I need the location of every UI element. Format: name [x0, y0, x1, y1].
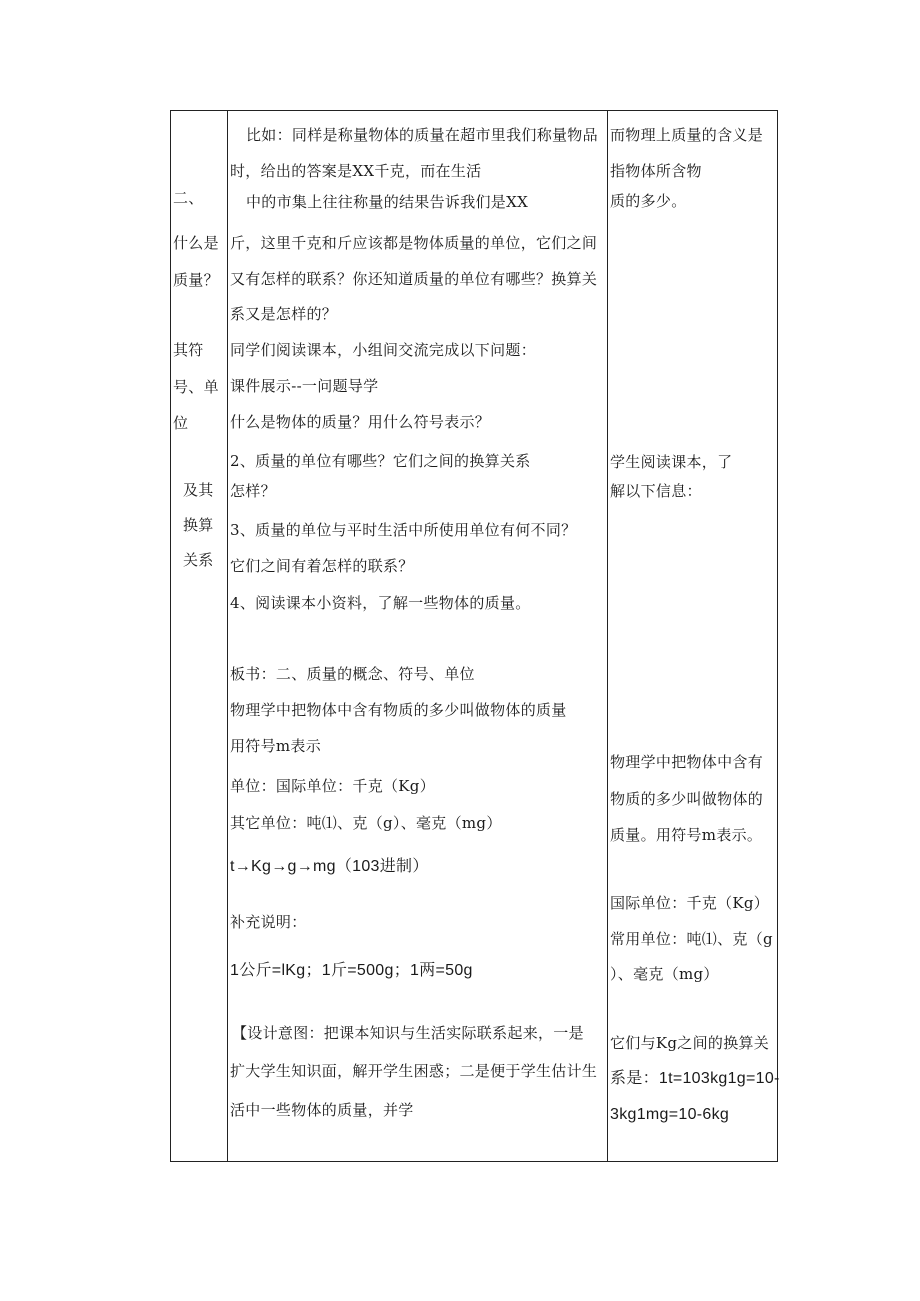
question-line: 2、质量的单位有哪些？它们之间的换算关系	[230, 452, 531, 470]
section-title: 其符	[173, 341, 204, 359]
section-title: 质量？	[173, 271, 219, 289]
paragraph-line: 比如：同样是称量物体的质量在超市里我们称量物品	[246, 126, 598, 144]
section-title: 及其	[183, 481, 214, 499]
section-title: 位	[173, 414, 189, 432]
question-line: 3、质量的单位与平时生活中所使用单位有何不同？	[230, 521, 577, 539]
student-note: 指物体所含物	[610, 162, 702, 180]
section-number: 二、	[173, 189, 204, 207]
paragraph-line: 系又是怎样的？	[230, 305, 338, 323]
design-intent-line: 【设计意图：把课本知识与生活实际联系起来，一是	[232, 1024, 584, 1042]
design-intent-line: 活中一些物体的质量，并学	[230, 1101, 414, 1119]
blackboard-line: 板书：二、质量的概念、符号、单位	[230, 665, 475, 683]
student-note: 学生阅读课本，了	[610, 453, 733, 471]
blackboard-line: 单位：国际单位：千克（Kg）	[230, 777, 436, 795]
blackboard-line: 用符号m表示	[230, 737, 322, 755]
student-note: ）、毫克（mg）	[610, 965, 719, 983]
student-note: 常用单位：吨⑴、克（g	[610, 930, 773, 948]
blackboard-line: 其它单位：吨⑴、克（g）、毫克（mg）	[230, 814, 502, 832]
paragraph-line: 课件展示--一问题导学	[230, 377, 379, 395]
question-line: 4、阅读课本小资料，了解一些物体的质量。	[230, 594, 531, 612]
unit-conversion: 1公斤=lKg；1斤=500g；1两=50g	[230, 962, 473, 979]
column-divider	[607, 110, 608, 1162]
blackboard-line: 补充说明：	[230, 913, 307, 931]
conversion-formula: 3kg1mg=10-6kg	[610, 1106, 730, 1123]
student-note: 而物理上质量的含义是	[610, 126, 764, 144]
paragraph-line: 斤，这里千克和斤应该都是物体质量的单位，它们之间	[230, 234, 598, 252]
section-title: 什么是	[173, 234, 219, 252]
section-title: 关系	[183, 551, 214, 569]
lesson-table	[170, 110, 778, 1162]
student-note: 物理学中把物体中含有	[610, 753, 764, 771]
student-note: 国际单位：千克（Kg）	[610, 894, 770, 912]
question-line: 什么是物体的质量？用什么符号表示？	[230, 413, 491, 431]
paragraph-line: 又有怎样的联系？你还知道质量的单位有哪些？换算关	[230, 270, 598, 288]
conversion-formula: 系是：1t=103kg1g=10-	[610, 1070, 780, 1087]
student-note: 质的多少。	[610, 192, 687, 210]
paragraph-line: 同学们阅读课本，小组间交流完成以下问题：	[230, 341, 537, 359]
column-divider	[227, 110, 228, 1162]
student-note: 它们与Kg之间的换算关	[610, 1034, 770, 1052]
student-note: 质量。用符号m表示。	[610, 826, 763, 844]
paragraph-line: 时，给出的答案是XX千克，而在生活	[230, 162, 482, 180]
student-note: 物质的多少叫做物体的	[610, 790, 764, 808]
design-intent-line: 扩大学生知识面，解开学生困惑；二是便于学生估计生	[230, 1062, 598, 1080]
unit-chain: t→Kg→g→mg（103进制）	[230, 858, 429, 875]
blackboard-line: 物理学中把物体中含有物质的多少叫做物体的质量	[230, 701, 567, 719]
question-line: 怎样？	[230, 482, 276, 500]
section-title: 号、单	[173, 378, 219, 396]
question-line: 它们之间有着怎样的联系？	[230, 557, 414, 575]
section-title: 换算	[183, 516, 214, 534]
paragraph-line: 中的市集上往往称量的结果告诉我们是XX	[246, 193, 529, 211]
student-note: 解以下信息：	[610, 482, 702, 500]
